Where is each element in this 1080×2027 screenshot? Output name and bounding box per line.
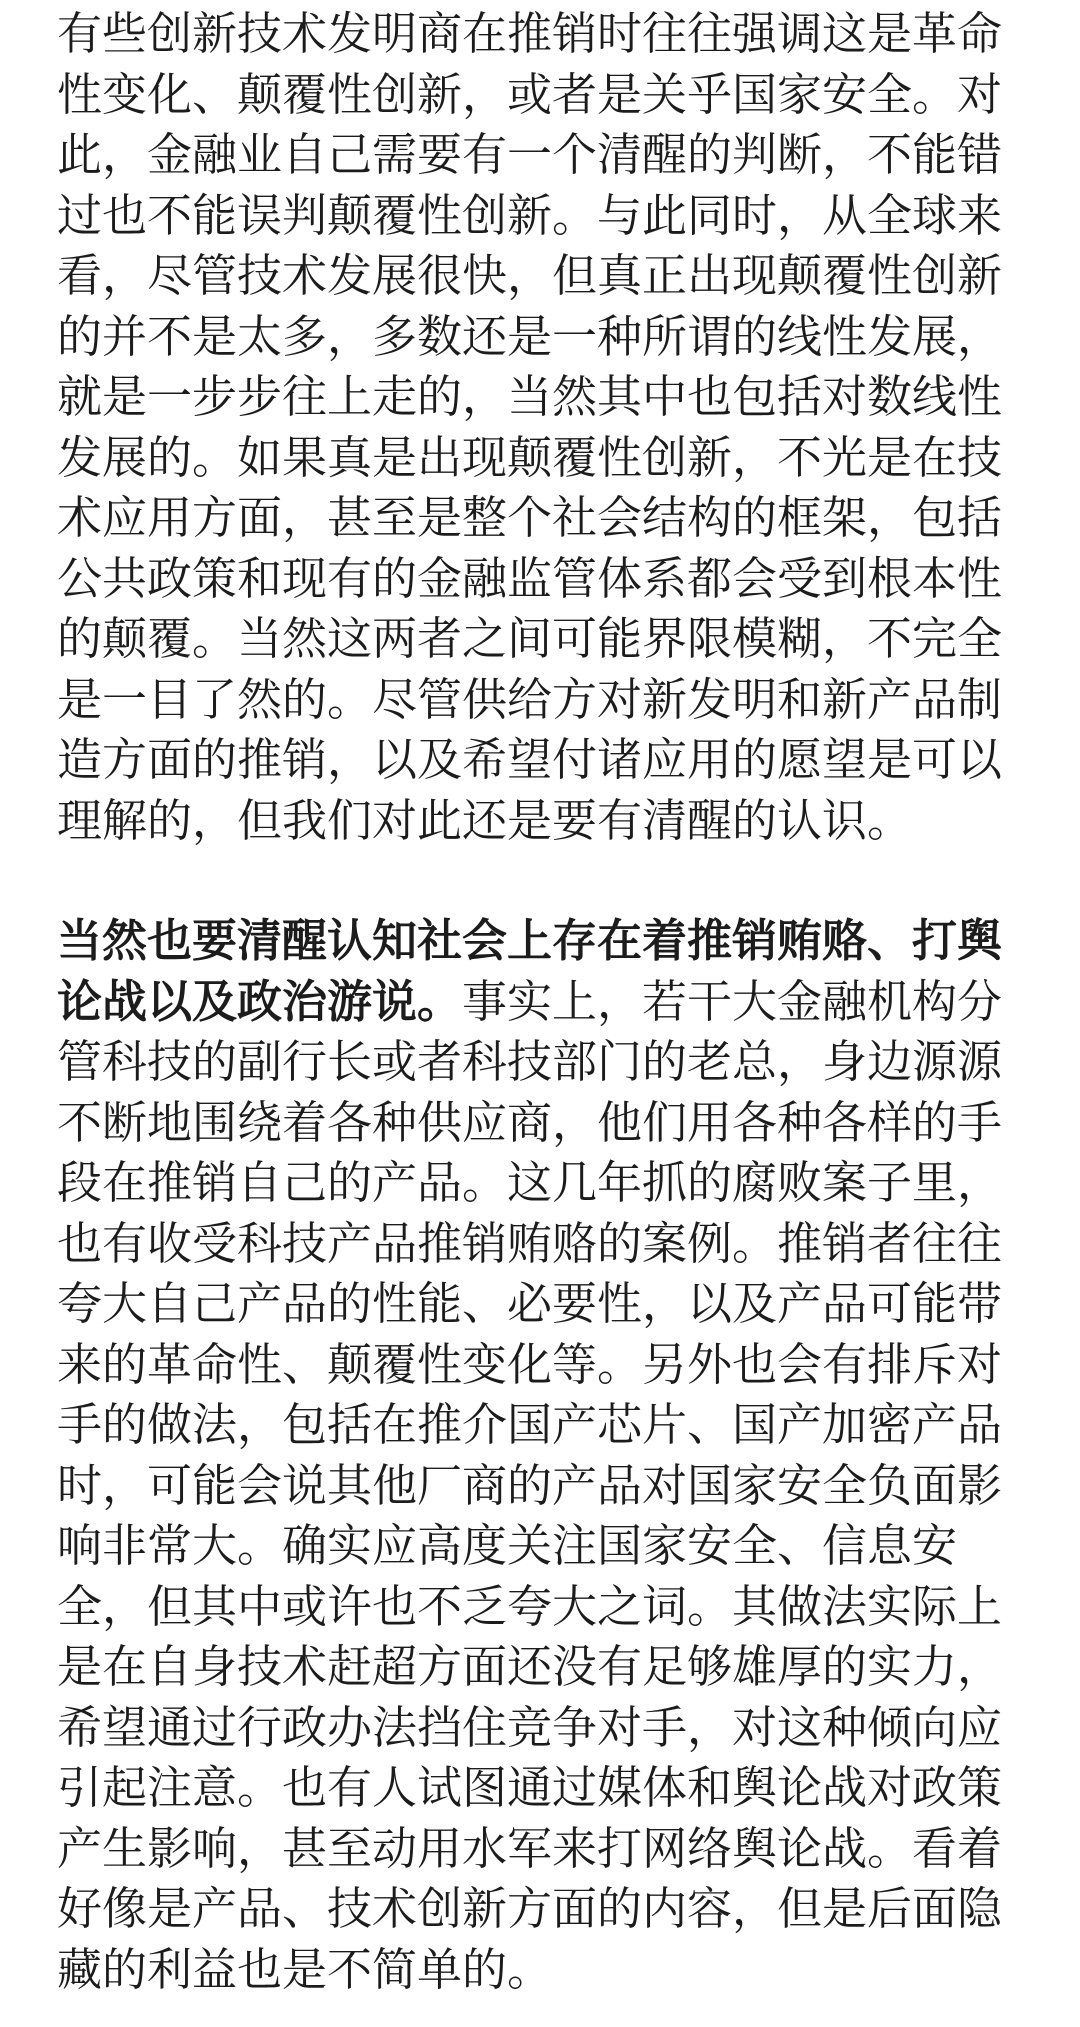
text-segment: 引起注意。也有人试图通过媒体和舆论战对政策 [57, 1761, 1003, 1814]
text-segment: 的并不是太多，多数还是一种所谓的线性发展， [57, 309, 1003, 363]
text-line [57, 1940, 1037, 2001]
text-line [57, 972, 1037, 1033]
text-segment: 也有收受科技产品推销贿赂的案例。推销者往往 [57, 1216, 1003, 1270]
text-segment: 响非常大。确实应高度关注国家安全、信息安 [57, 1519, 958, 1572]
text-segment: 造方面的推销，以及希望付诸应用的愿望是可以 [57, 733, 1003, 786]
text-line [57, 367, 1037, 428]
text-segment: 性变化、颠覆性创新，或者是关乎国家安全。对 [57, 67, 1003, 121]
text-line [57, 730, 1037, 791]
text-line [57, 428, 1037, 489]
text-segment: 是一目了然的。尽管供给方对新发明和新产品制 [57, 672, 1003, 726]
text-segment: 产生影响，甚至动用水军来打网络舆论战。看着 [57, 1821, 1003, 1875]
text-line [57, 1758, 1037, 1819]
article-body [57, 0, 1037, 2000]
text-segment: 管科技的副行长或者科技部门的老总，身边源源 [57, 1035, 1003, 1088]
text-segment: 来的革命性、颠覆性变化等。另外也会有排斥对 [57, 1337, 1003, 1391]
text-segment: 夸大自己产品的性能、必要性，以及产品可能带 [57, 1277, 1003, 1330]
text-segment: 有些创新技术发明商在推销时往往强调这是革命 [57, 7, 1003, 60]
text-segment: 是在自身技术赶超方面还没有足够雄厚的实力， [57, 1640, 1003, 1693]
text-line [57, 1214, 1037, 1275]
text-line [57, 1577, 1037, 1638]
text-line [57, 1335, 1037, 1396]
text-segment: 过也不能误判颠覆性创新。与此同时，从全球来 [57, 188, 1003, 242]
text-line [57, 307, 1037, 368]
text-segment: 好像是产品、技术创新方面的内容，但是后面隐 [57, 1882, 1003, 1935]
text-line [57, 1698, 1037, 1759]
text-segment: 术应用方面，甚至是整个社会结构的框架，包括 [57, 491, 1003, 544]
text-line [57, 1819, 1037, 1880]
bold-text-segment: 当然也要清醒认知社会上存在着推销贿赂、打舆 [57, 914, 1003, 967]
text-segment: 事实上，若干大金融机构分 [462, 974, 1003, 1028]
text-line [57, 1456, 1037, 1517]
text-line [57, 125, 1037, 186]
text-segment: 的颠覆。当然这两者之间可能界限模糊，不完全 [57, 612, 1003, 665]
text-segment: 此，金融业自己需要有一个清醒的判断，不能错 [57, 128, 1003, 181]
text-segment: 看，尽管技术发展很快，但真正出现颠覆性创新 [57, 249, 1003, 302]
text-line [57, 1153, 1037, 1214]
text-line [57, 609, 1037, 670]
text-line [57, 186, 1037, 247]
text-line [57, 1093, 1037, 1154]
text-segment: 公共政策和现有的金融监管体系都会受到根本性 [57, 551, 1003, 605]
bold-text-segment: 论战以及政治游说。 [57, 974, 463, 1028]
text-line [57, 65, 1037, 126]
text-line [57, 246, 1037, 307]
text-segment: 时，可能会说其他厂商的产品对国家安全负面影 [57, 1458, 1003, 1512]
text-line [57, 1274, 1037, 1335]
text-line [57, 791, 1037, 852]
text-segment: 理解的，但我们对此还是要有清醒的认识。 [57, 793, 913, 847]
text-segment: 手的做法，包括在推介国产芯片、国产加密产品 [57, 1398, 1003, 1451]
text-segment: 全，但其中或许也不乏夸大之词。其做法实际上 [57, 1579, 1003, 1633]
text-segment: 就是一步步往上走的，当然其中也包括对数线性 [57, 370, 1003, 423]
text-line [57, 488, 1037, 549]
text-segment: 不断地围绕着各种供应商，他们用各种各样的手 [57, 1095, 1003, 1149]
text-line [57, 4, 1037, 65]
text-line [57, 1032, 1037, 1093]
text-line [57, 1516, 1037, 1577]
text-line [57, 670, 1037, 731]
text-line [57, 1395, 1037, 1456]
text-line [57, 549, 1037, 610]
text-line [57, 911, 1037, 972]
text-segment: 发展的。如果真是出现颠覆性创新，不光是在技 [57, 430, 1003, 484]
paragraph-2 [57, 911, 1037, 2000]
text-segment: 藏的利益也是不简单的。 [57, 1942, 553, 1996]
text-line [57, 1637, 1037, 1698]
text-segment: 希望通过行政办法挡住竞争对手，对这种倾向应 [57, 1700, 1003, 1754]
text-segment: 段在推销自己的产品。这几年抓的腐败案子里， [57, 1156, 1003, 1209]
text-line [57, 1879, 1037, 1940]
paragraph-1 [57, 0, 1037, 851]
